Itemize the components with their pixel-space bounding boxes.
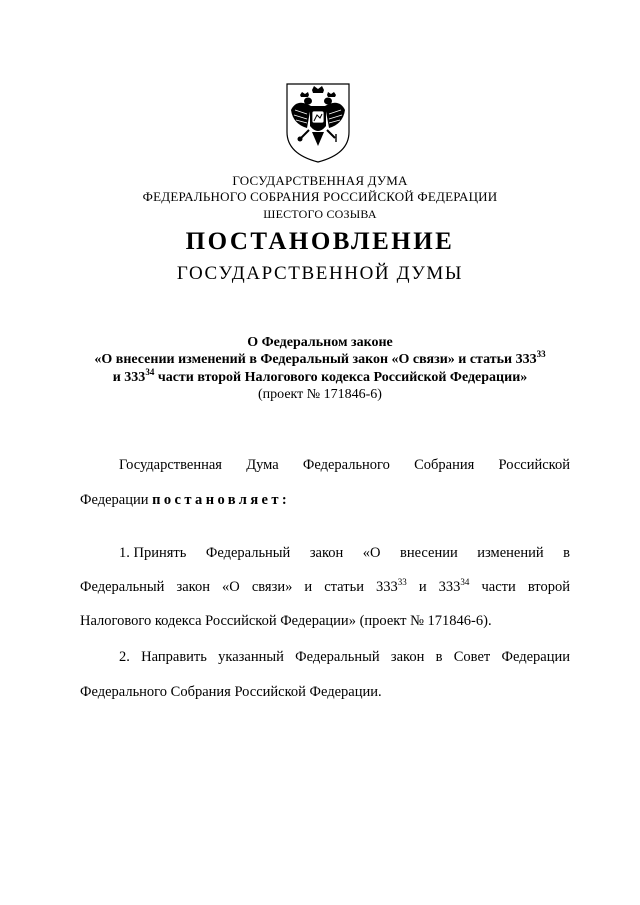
word: Государственная (119, 457, 222, 473)
word: 1. Принять (119, 545, 187, 561)
word: в (435, 649, 443, 665)
word: Федеральный (295, 649, 380, 665)
word: «О (362, 545, 381, 561)
word: связи» (251, 579, 293, 595)
word: Российской (498, 457, 570, 473)
word: $333^{33}$ (376, 577, 407, 595)
word: Собрания (414, 457, 475, 473)
paragraph-2-line (119, 648, 570, 666)
paragraph-2-line: Федерального Собрания Российской Федерации. (80, 684, 382, 700)
word: Направить (141, 649, 207, 665)
org-name-line: ГОСУДАРСТВЕННАЯ ДУМА (232, 173, 408, 188)
word: Дума (246, 457, 279, 473)
word: 2. (119, 649, 130, 665)
word: Федерального (302, 457, 390, 473)
word: части (481, 579, 516, 595)
law-title-line: и $333^{34}$ части второй Налогового кодекса Российской Федерации» (112, 367, 528, 385)
word: $333^{34}$ (438, 577, 470, 595)
word: изменений (477, 545, 544, 561)
word: закон (309, 545, 344, 561)
org-name-line: ФЕДЕРАЛЬНОГО СОБРАНИЯ РОССИЙСКОЙ ФЕДЕРАЦИИ (142, 189, 498, 204)
word: и (418, 579, 427, 595)
paragraph-1-line (80, 578, 570, 596)
word: Федерации (501, 649, 570, 665)
word: закон (390, 649, 425, 665)
law-title-line: «О внесении изменений в Федеральный закон «О связи» и статьи $333^{33}$ (94, 349, 546, 367)
law-title-line: О Федеральном законе (247, 335, 393, 350)
word: закон (176, 579, 210, 595)
decree-verb: постановляет: (152, 492, 291, 508)
resolution-preamble-line: Федерации постановляет: (80, 492, 291, 508)
word: второй (527, 579, 570, 595)
word: в (563, 545, 570, 561)
resolution-preamble-line (119, 456, 570, 474)
word: Федеральный (205, 545, 291, 561)
word: «О (222, 579, 240, 595)
document-type-subtitle: ГОСУДАРСТВЕННОЙ ДУМЫ (176, 263, 464, 284)
word: внесении (400, 545, 458, 561)
russian-coat-of-arms-icon (281, 80, 355, 164)
draft-number: (проект № 171846-6) (258, 387, 382, 402)
paragraph-1-line (119, 544, 570, 562)
word: статьи (324, 579, 364, 595)
document-type-title: ПОСТАНОВЛЕНИЕ (185, 228, 455, 255)
word: Федеральный (80, 579, 165, 595)
word: Совет (453, 649, 491, 665)
word: указанный (218, 649, 284, 665)
word: и (304, 579, 313, 595)
paragraph-1-line: Налогового кодекса Российской Федерации» (проект № 171846-6). (80, 613, 492, 629)
convocation-line: ШЕСТОГО СОЗЫВА (263, 207, 377, 221)
